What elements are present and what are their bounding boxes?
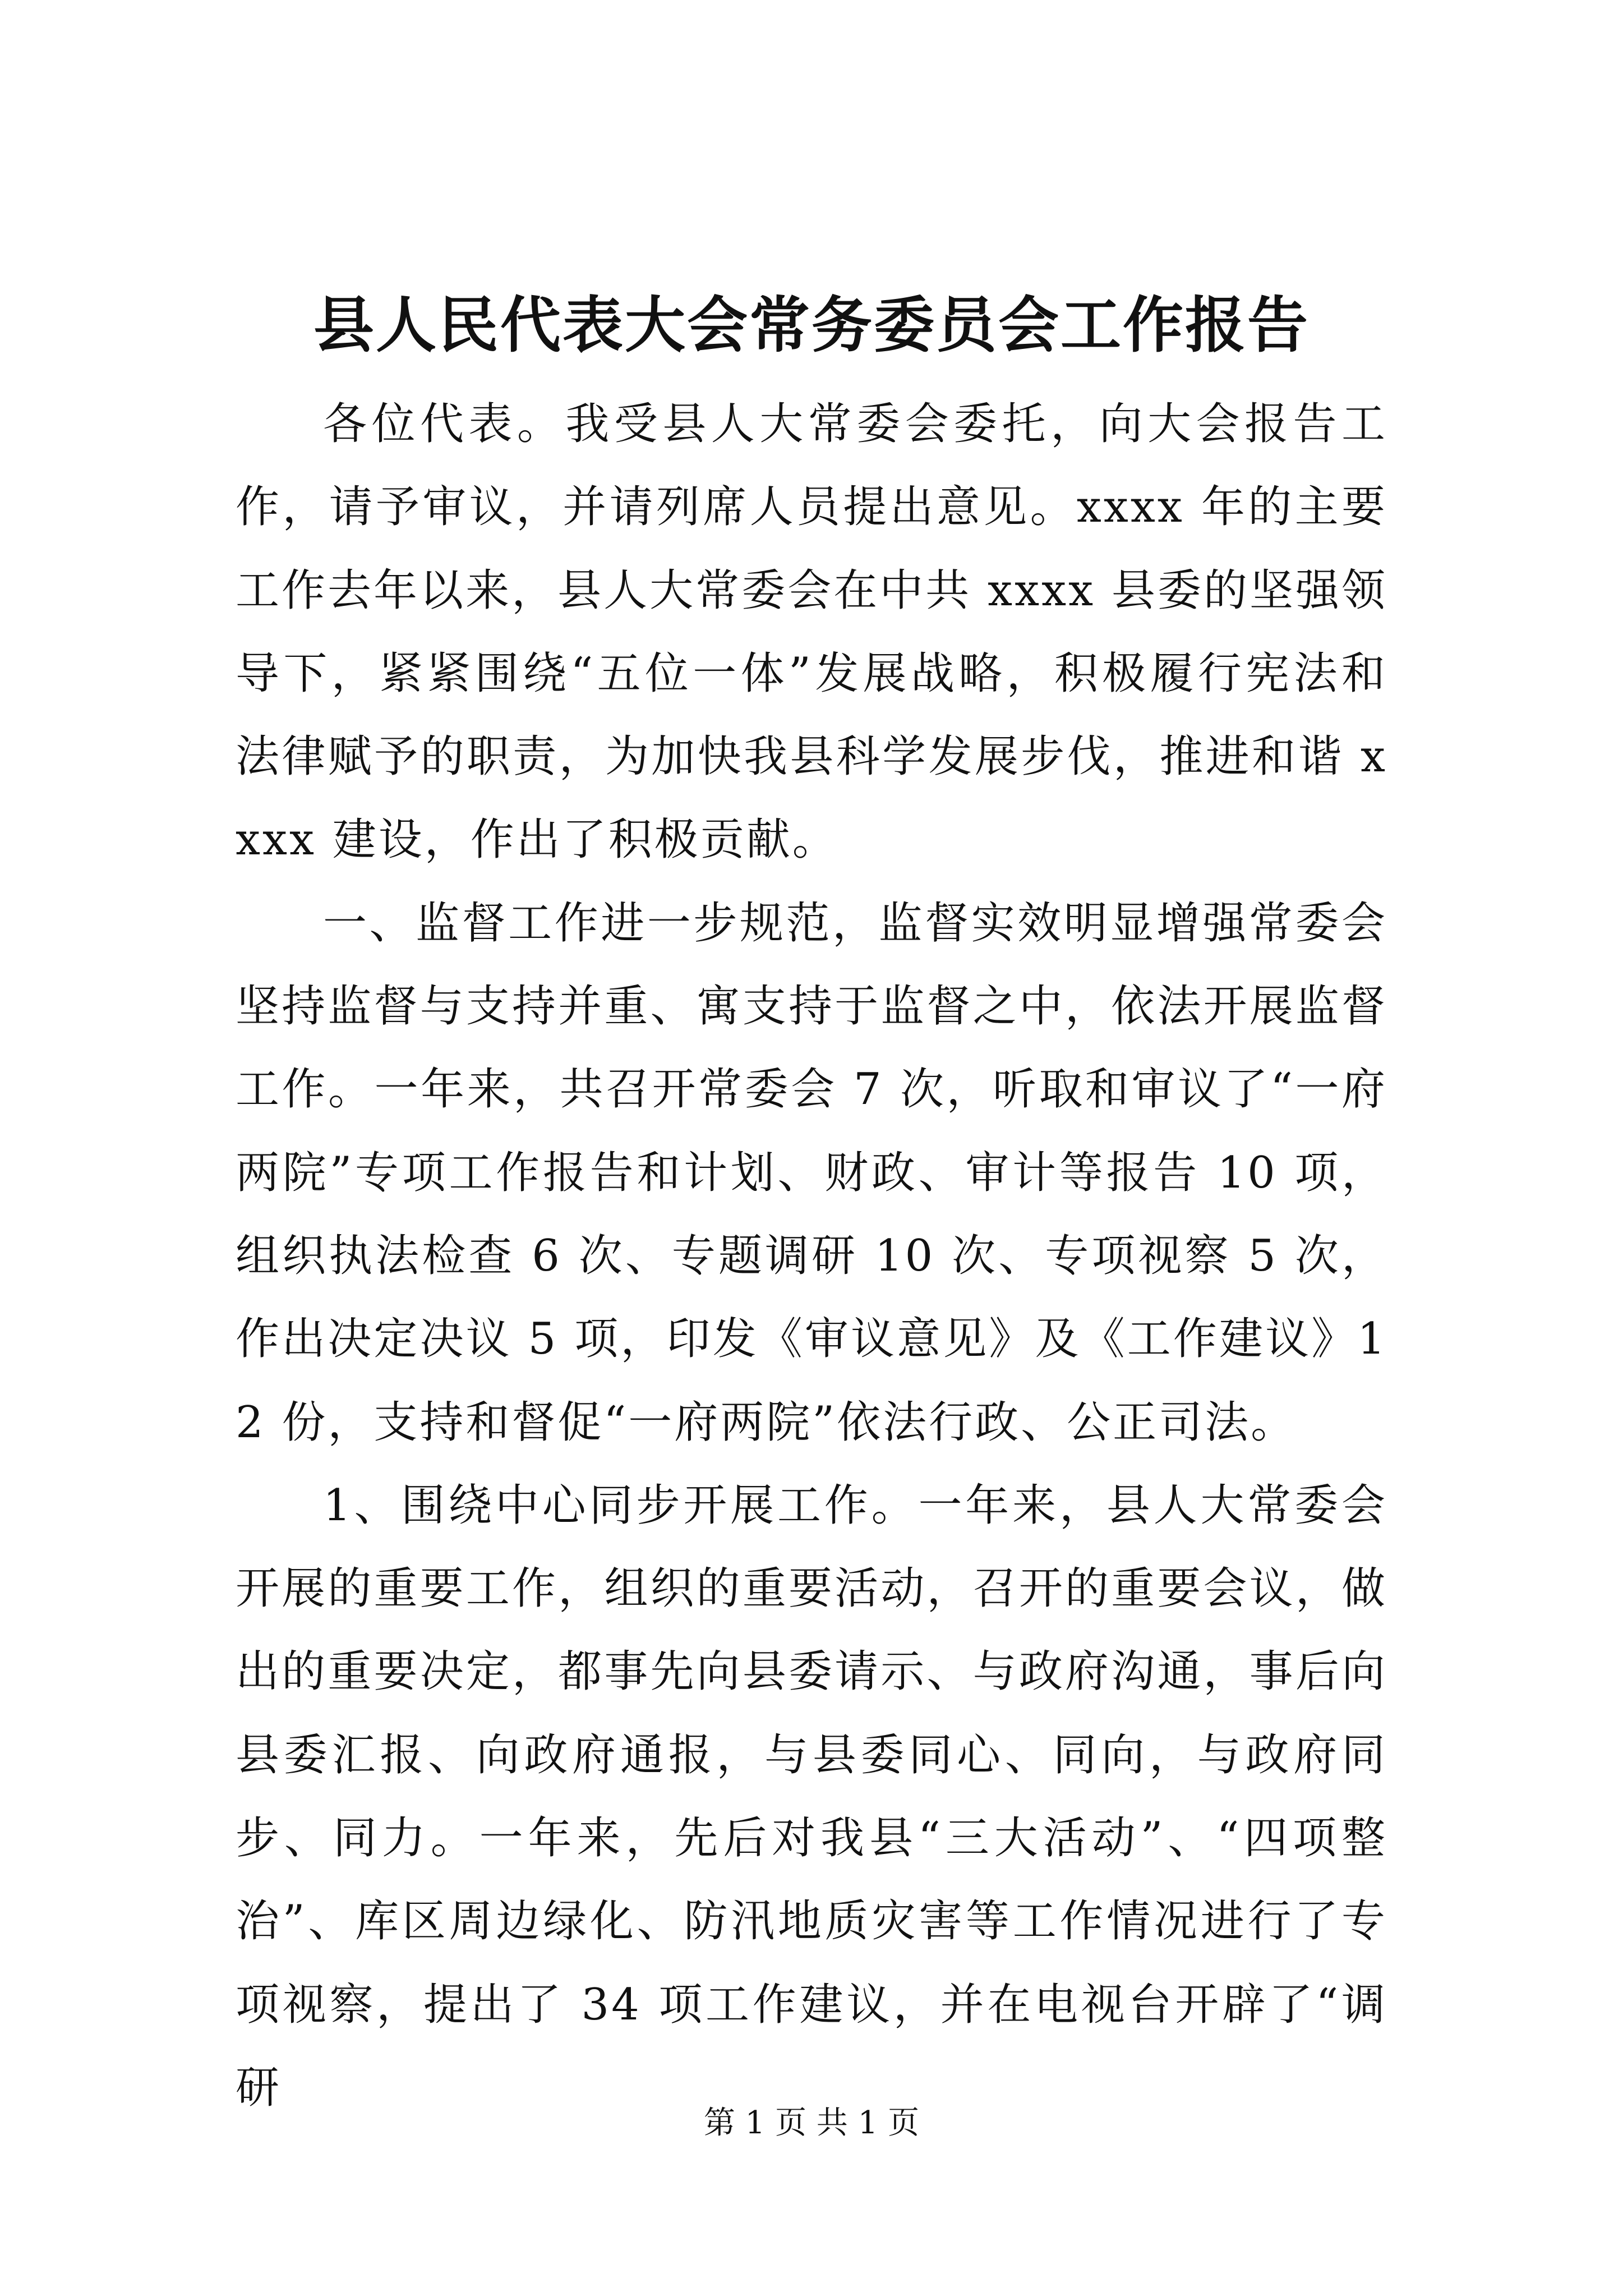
document-body <box>236 383 1387 2129</box>
paragraph-supervision: 一、监督工作进一步规范，监督实效明显增强常委会坚持监督与支持并重、寓支持于监督之中，依法开展监督工作。一年来，共召开常委会 7 次，听取和审议了“一府两院”专项工作报告和计划、财政、审计等报告 10 项，组织执法检查 6 次、专题调研 10 次、专项视察 5 次，作出决定决议 5 项，印发《审议意见》及《工作建议》12 份，支持和督促“一府两院”依法行政、公正司法。 <box>236 898 1387 1448</box>
page-footer: 第 1 页 共 1 页 <box>703 2105 920 2141</box>
document-title: 县人民代表大会常务委员会工作报告 <box>313 290 1310 361</box>
paragraph-center-work: 1、围绕中心同步开展工作。一年来，县人大常委会开展的重要工作，组织的重要活动，召开的重要会议，做出的重要决定，都事先向县委请示、与政府沟通，事后向县委汇报、向政府通报，与县委同心、同向，与政府同步、同力。一年来，先后对我县“三大活动”、“四项整治”、库区周边绿化、防汛地质灾害等工作情况进行了专项视察，提出了 34 项工作建议，并在电视台开辟了“调研 <box>236 1480 1387 2113</box>
paragraph-intro: 各位代表。我受县人大常委会委托，向大会报告工作，请予审议，并请列席人员提出意见。xxxx 年的主要工作去年以来，县人大常委会在中共 xxxx 县委的坚强领导下，紧紧围绕“五位一体”发展战略，积极履行宪法和法律赋予的职责，为加快我县科学发展步伐，推进和谐 xxxx 建设，作出了积极贡献。 <box>236 399 1387 866</box>
